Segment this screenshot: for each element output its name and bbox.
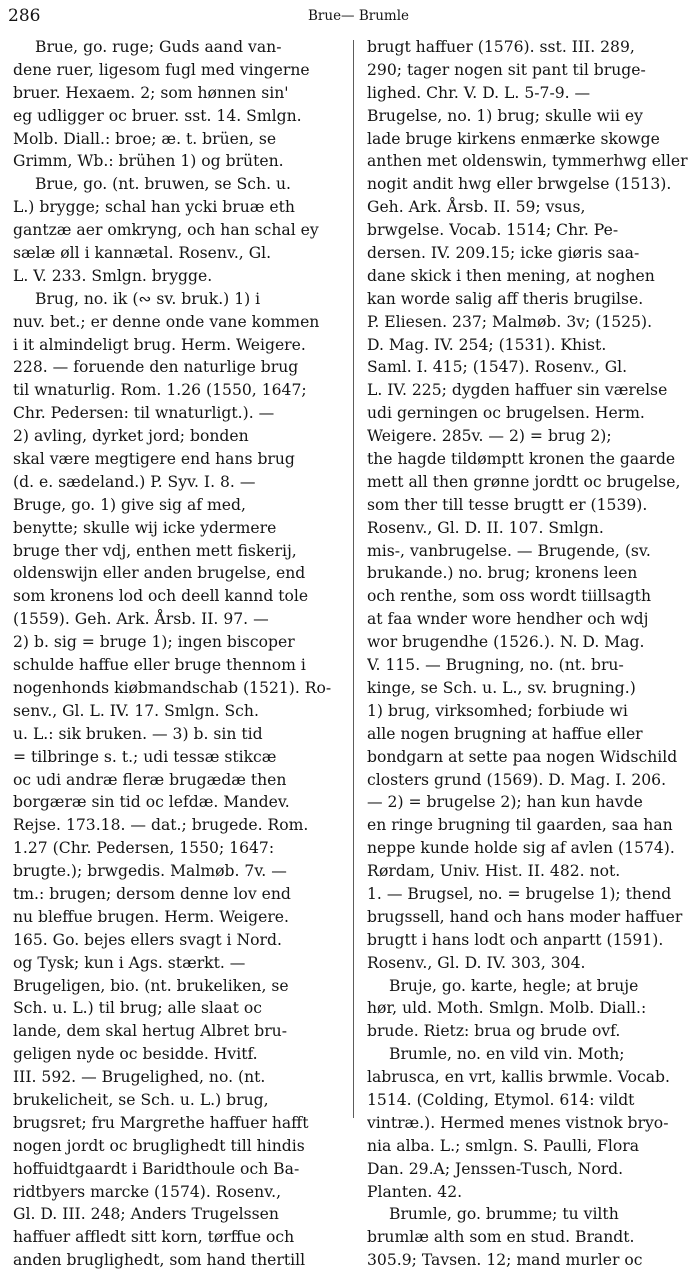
text-line: til wnaturlig. Rom. 1.26 (1550, 1647; <box>13 381 307 400</box>
text-line: 2) b. sig = bruge 1); ingen biscoper <box>13 633 295 652</box>
page-header <box>8 6 690 30</box>
text-line: Brugelse, no. 1) brug; skulle wii ey <box>367 106 643 125</box>
running-head: Brue— Brumle <box>308 8 410 24</box>
text-line: anden bruglighedt, som hand thertill <box>13 1251 306 1270</box>
text-line: = tilbringe s. t.; udi tessæ stikcæ <box>13 747 277 766</box>
text-line: Brue, go. ruge; Guds aand van- <box>35 38 282 56</box>
text-line: Brumle, no. en vild vin. Moth; <box>389 1045 625 1064</box>
text-line: kinge, se Sch. u. L., sv. brugning.) <box>367 678 636 697</box>
text-line: brugssell, hand och hans moder haffuer <box>367 907 683 926</box>
text-line: brugsret; fru Margrethe haffuer hafft <box>13 1113 309 1132</box>
text-line: en ringe brugning til gaarden, saa han <box>367 816 673 835</box>
text-line: closters grund (1569). D. Mag. I. 206. <box>367 770 667 789</box>
text-line: 1.27 (Chr. Pedersen, 1550; 1647: <box>13 839 275 858</box>
right-column <box>367 36 694 1272</box>
text-line: V. 115. — Brugning, no. (nt. bru- <box>367 656 624 675</box>
text-line: borgæræ sin tid oc lefdæ. Mandev. <box>13 793 290 812</box>
text-line: nogit andit hwg eller brwgelse (1513). <box>367 175 672 194</box>
text-line: L.) brygge; schal han ycki bruæ eth <box>13 198 295 217</box>
text-line: som kronens lod och deell kannd tole <box>13 587 309 606</box>
text-line: som ther till tesse brugtt er (1539). <box>367 495 648 514</box>
text-line: Grimm, Wb.: brühen 1) og brüten. <box>13 152 284 171</box>
text-line: the hagde tildømptt kronen the gaarde <box>367 450 676 469</box>
text-line: III. 592. — Brugelighed, no. (nt. <box>13 1068 266 1087</box>
text-line: nuv. bet.; er denne onde vane kommen <box>13 312 320 331</box>
text-line: skal være megtigere end hans brug <box>13 450 295 469</box>
text-line: L. IV. 225; dygden haffuer sin værelse <box>367 381 668 400</box>
text-line: lighed. Chr. V. D. L. 5-7-9. — <box>367 83 591 102</box>
text-line: alle nogen brugning at haffue eller <box>367 724 643 743</box>
text-line: brugte.); brwgedis. Malmøb. 7v. — <box>13 862 287 881</box>
text-line: Chr. Pedersen: til wnaturligt.). — <box>13 404 275 423</box>
text-line: tm.: brugen; dersom denne lov end <box>13 884 291 903</box>
text-line: Bruge, go. 1) give sig af med, <box>13 495 246 514</box>
text-line: benytte; skulle wij icke ydermere <box>13 518 277 537</box>
text-line: 290; tager nogen sit pant til bruge- <box>367 60 646 79</box>
text-line: dane skick i then mening, at noghen <box>367 266 655 285</box>
text-line: neppe kunde holde sig af avlen (1574). <box>367 839 675 858</box>
text-line: labrusca, en vrt, kallis brwmle. Vocab. <box>367 1068 670 1087</box>
text-line: bruge ther vdj, enthen mett fiskerij, <box>13 541 297 560</box>
text-line: i it almindeligt brug. Herm. Weigere. <box>13 335 306 354</box>
text-line: D. Mag. IV. 254; (1531). Khist. <box>367 335 607 354</box>
text-line: 2) avling, dyrket jord; bonden <box>13 427 249 446</box>
text-line: haffuer affledt sitt korn, tørffue och <box>13 1228 295 1247</box>
text-line: eg udligger oc bruer. sst. 14. Smlgn. <box>13 106 302 125</box>
text-line: Rosenv., Gl. D. IV. 303, 304. <box>367 953 586 972</box>
text-line: Molb. Diall.: broe; æ. t. brüen, se <box>13 129 277 148</box>
text-line: brwgelse. Vocab. 1514; Chr. Pe- <box>367 221 619 240</box>
text-line: Rørdam, Univ. Hist. II. 482. not. <box>367 862 621 881</box>
text-line: Weigere. 285v. — 2) = brug 2); <box>367 427 612 446</box>
text-line: Planten. 42. <box>367 1182 463 1201</box>
text-line: udi gerningen oc brugelsen. Herm. <box>367 404 645 423</box>
text-line: brukande.) no. brug; kronens leen <box>367 564 638 583</box>
text-line: (1559). Geh. Ark. Årsb. II. 97. — <box>13 610 269 629</box>
text-line: brumlæ alth som en stud. Brandt. <box>367 1228 635 1247</box>
left-column <box>13 36 339 1272</box>
text-line: Gl. D. III. 248; Anders Trugelssen <box>13 1205 279 1224</box>
text-line: brude. Rietz: brua og brude ovf. <box>367 1022 621 1041</box>
text-line: brukelicheit, se Sch. u. L.) brug, <box>13 1090 269 1109</box>
text-line: lade bruge kirkens enmærke skowge <box>367 129 660 148</box>
text-line: Bruje, go. karte, hegle; at bruje <box>389 976 639 995</box>
text-line: nogenhonds kiøbmandschab (1521). Ro- <box>13 678 332 697</box>
text-line: Geh. Ark. Årsb. II. 59; vsus, <box>367 198 586 217</box>
text-line: nu bleffue brugen. Herm. Weigere. <box>13 907 289 926</box>
text-line: Saml. I. 415; (1547). Rosenv., Gl. <box>367 358 628 377</box>
text-line: oldenswijn eller anden brugelse, end <box>13 564 306 583</box>
text-line: nia alba. L.; smlgn. S. Paulli, Flora <box>367 1136 639 1155</box>
text-line: schulde haffue eller bruge thennom i <box>13 656 306 675</box>
text-line: gantzæ aer omkryng, och han schal ey <box>13 221 319 240</box>
text-line: Brumle, go. brumme; tu vilth <box>389 1205 619 1224</box>
text-line: Rosenv., Gl. D. II. 107. Smlgn. <box>367 518 604 537</box>
text-line: senv., Gl. L. IV. 17. Smlgn. Sch. <box>13 701 259 720</box>
text-line: ridtbyers marcke (1574). Rosenv., <box>13 1182 282 1201</box>
text-line: oc udi andræ fleræ brugædæ then <box>13 770 287 789</box>
text-line: brugtt i hans lodt och anpartt (1591). <box>367 930 664 949</box>
text-line: 165. Go. bejes ellers svagt i Nord. <box>13 930 282 949</box>
text-line: lande, dem skal hertug Albret bru- <box>13 1022 287 1041</box>
text-line: 228. — foruende den naturlige brug <box>13 358 299 377</box>
text-line: bruer. Hexaem. 2; som hønnen sin' <box>13 83 289 102</box>
text-line: u. L.: sik bruken. — 3) b. sin tid <box>13 724 263 743</box>
text-line: hoffuidtgaardt i Baridthoule och Ba- <box>13 1159 300 1178</box>
text-line: Brugeligen, bio. (nt. brukeliken, se <box>13 976 289 995</box>
text-line: mis-, vanbrugelse. — Brugende, (sv. <box>367 541 651 560</box>
text-line: brugt haffuer (1576). sst. III. 289, <box>367 38 635 56</box>
text-line: sælæ øll i kannætal. Rosenv., Gl. <box>13 244 272 263</box>
text-line: geligen nyde oc besidde. Hvitf. <box>13 1045 258 1064</box>
text-line: mett all then grønne jordtt oc brugelse, <box>367 472 681 491</box>
text-line: anthen met oldenswin, tymmerhwg eller <box>367 152 688 171</box>
text-line: Dan. 29.A; Jenssen-Tusch, Nord. <box>367 1159 624 1178</box>
text-line: at faa wnder wore hendher och wdj <box>367 610 649 629</box>
text-line: dersen. IV. 209.15; icke giøris saa- <box>367 244 640 263</box>
text-line: og Tysk; kun i Ags. stærkt. — <box>13 953 246 972</box>
text-line: och renthe, som oss wordt tiillsagth <box>367 587 651 606</box>
text-line: 1. — Brugsel, no. = brugelse 1); thend <box>367 884 672 903</box>
text-line: Rejse. 173.18. — dat.; brugede. Rom. <box>13 816 309 835</box>
text-line: nogen jordt oc bruglighedt till hindis <box>13 1136 305 1155</box>
text-line: Brug, no. ik (∾ sv. bruk.) 1) i <box>35 289 261 308</box>
text-line: Brue, go. (nt. bruwen, se Sch. u. <box>35 175 291 194</box>
text-line: wor brugendhe (1526.). N. D. Mag. <box>367 633 645 652</box>
text-line: P. Eliesen. 237; Malmøb. 3v; (1525). <box>367 312 653 331</box>
text-line: 1) brug, virksomhed; forbiude wi <box>367 701 628 720</box>
text-line: bondgarn at sette paa nogen Widschild <box>367 747 678 766</box>
column-rule <box>353 40 354 1118</box>
text-line: kan worde salig aff theris brugilse. <box>367 289 644 308</box>
text-line: dene ruer, ligesom fugl med vingerne <box>13 60 310 79</box>
page-number: 286 <box>8 6 41 26</box>
text-line: Sch. u. L.) til brug; alle slaat oc <box>13 999 262 1018</box>
text-line: — 2) = brugelse 2); han kun havde <box>367 793 643 812</box>
text-line: 1514. (Colding, Etymol. 614: vildt <box>367 1090 635 1109</box>
text-line: hør, uld. Moth. Smlgn. Molb. Diall.: <box>367 999 647 1018</box>
text-line: vintræ.). Hermed menes vistnok bryo- <box>367 1113 669 1132</box>
text-line: (d. e. sædeland.) P. Syv. I. 8. — <box>13 472 256 491</box>
text-line: L. V. 233. Smlgn. brygge. <box>13 266 213 285</box>
text-line: 305.9; Tavsen. 12; mand murler oc <box>367 1251 643 1270</box>
